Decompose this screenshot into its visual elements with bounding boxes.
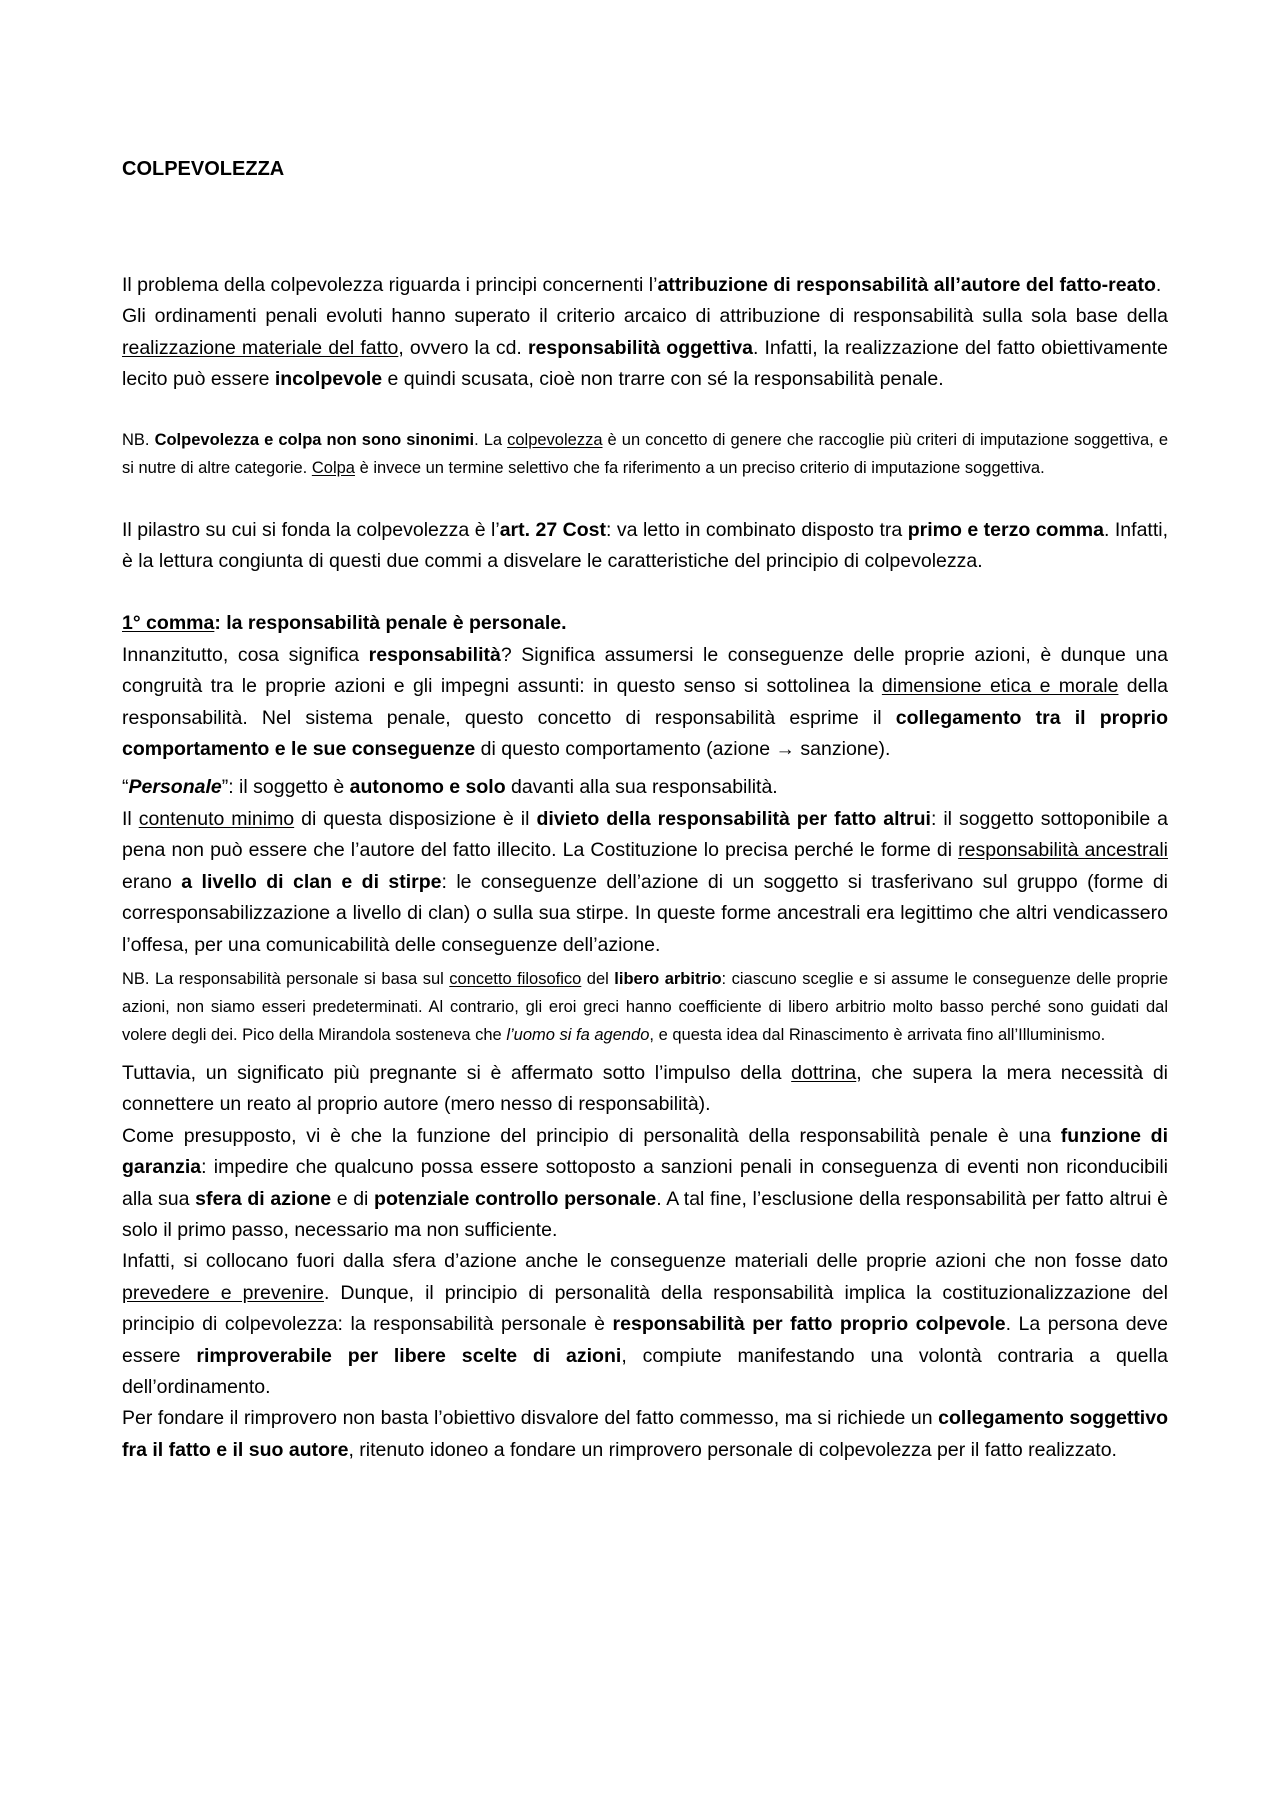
paragraph-collegamento-soggettivo — [122, 1403, 1168, 1466]
text-run: NB. — [122, 430, 155, 449]
document-body — [122, 155, 1168, 1466]
emphasis-text: sfera di azione — [195, 1187, 332, 1210]
text-run: Per fondare il rimprovero non basta l’obiettivo disvalore del fatto commesso, ma si richiede un — [122, 1407, 939, 1430]
text-run: , che supera la mera necessità di connettere un reato al proprio autore (mero nesso di responsabilità). — [122, 1061, 1168, 1116]
paragraph-art27 — [122, 515, 1168, 578]
text-run: di questa disposizione è il — [294, 807, 537, 830]
text-run: : ciascuno sceglie e si assume le conseguenze delle proprie azioni, non siamo esseri predeterminati. Al contrario, gli eroi greci hanno coefficiente di libero arbitrio molto basso perché sono guidati dal volere degli dei. Pico della Mirandola sosteneva che — [122, 969, 1168, 1044]
text-run: è invece un termine selettivo che fa riferimento a un preciso criterio di imputazione soggettiva. — [354, 458, 1045, 477]
emphasis-text: realizzazione materiale del fatto — [122, 336, 399, 359]
text-run: : va letto in combinato disposto tra — [606, 518, 908, 541]
section-heading-primo-comma — [122, 608, 1168, 639]
text-run: di questo comportamento (azione → sanzione). — [475, 738, 891, 761]
paragraph-responsabilita-oggettiva — [122, 301, 1168, 395]
emphasis-text: responsabilità per fatto proprio colpevole — [612, 1313, 1006, 1336]
emphasis-text: funzione di garanzia — [122, 1124, 1168, 1179]
note-libero-arbitrio — [122, 965, 1168, 1049]
emphasis-text: attribuzione di responsabilità all’autore del fatto-reato — [657, 274, 1156, 296]
text-run: : il soggetto sottoponibile a pena non può essere che l’autore del fatto illecito. La Costituzione lo precisa perché le forme di — [122, 807, 1168, 862]
text-run: ? Significa assumersi le conseguenze delle proprie azioni, è dunque una congruità tra le proprie azioni e gli impegni assunti: in questo senso si sottolinea la — [122, 643, 1168, 698]
text-run: “ — [122, 776, 129, 799]
paragraph-dottrina — [122, 1058, 1168, 1121]
text-run: Il — [122, 807, 139, 830]
text-run: . La persona deve essere — [122, 1313, 1168, 1367]
emphasis-text: rimproverabile per libere scelte di azioni — [196, 1344, 622, 1367]
text-run: . Infatti, la realizzazione del fatto obiettivamente lecito può essere — [122, 336, 1168, 391]
text-run: . Dunque, il principio di personalità della responsabilità implica la costituzionalizzazione del principio di colpevolezza: la responsabilità personale è — [122, 1281, 1168, 1336]
emphasis-text: divieto della responsabilità per fatto altrui — [536, 807, 931, 830]
paragraph-responsabilita — [122, 640, 1168, 766]
emphasis-text: Colpevolezza e colpa non sono sinonimi — [154, 430, 475, 449]
text-run: Tuttavia, un significato più pregnante si è affermato sotto l’impulso della — [122, 1061, 792, 1084]
text-run: NB. La responsabilità personale si basa sul — [122, 969, 450, 988]
text-run: . Infatti, è la lettura congiunta di questi due commi a disvelare le caratteristiche del principio di colpevolezza. — [122, 518, 1168, 573]
paragraph-fatto-proprio-colpevole — [122, 1246, 1168, 1403]
text-run: ”: il soggetto è — [221, 776, 350, 799]
text-run: , ritenuto idoneo a fondare un rimprovero personale di colpevolezza per il fatto realizzato. — [348, 1438, 1117, 1461]
text-run: Come presupposto, vi è che la funzione del principio di personalità della responsabilità penale è una — [122, 1124, 1061, 1147]
text-run: e di — [331, 1187, 375, 1210]
paragraph-funzione-garanzia — [122, 1121, 1168, 1247]
text-run: del — [581, 969, 615, 988]
emphasis-text: responsabilità — [368, 643, 501, 666]
text-run: : le conseguenze dell’azione di un soggetto si trasferivano sul gruppo (forme di corresponsabilizzazione a livello di clan) o sulla sua stirpe. In queste forme ancestrali era legittimo che altri vendicassero l’offesa, per una comunicabilità delle conseguenze dell’azione. — [122, 870, 1169, 956]
emphasis-text: responsabilità ancestrali — [958, 839, 1168, 862]
text-run: . A tal fine, l’esclusione della responsabilità per fatto altrui è solo il primo passo, necessario ma non sufficiente. — [122, 1187, 1169, 1241]
text-run: : impedire che qualcuno possa essere sottoposto a sanzioni penali in conseguenza di eventi non riconducibili alla sua — [122, 1156, 1168, 1210]
text-run: Il pilastro su cui si fonda la colpevolezza è l’ — [122, 518, 500, 541]
emphasis-text: potenziale controllo personale — [374, 1187, 657, 1210]
text-run: , compiute manifestando una volontà contraria a quella dell’ordinamento. — [122, 1344, 1168, 1398]
emphasis-text: art. 27 Cost — [499, 518, 606, 541]
document-title: COLPEVOLEZZA — [122, 158, 285, 180]
emphasis-text: colpevolezza — [507, 430, 603, 449]
emphasis-text: a livello di clan e di stirpe — [181, 870, 442, 893]
text-run: Il problema della colpevolezza riguarda i principi concernenti l’ — [122, 274, 658, 296]
emphasis-text: dimensione etica e morale — [881, 675, 1119, 698]
emphasis-text: responsabilità oggettiva — [527, 336, 753, 359]
emphasis-text: Personale — [128, 776, 222, 799]
text-run: Gli ordinamenti penali evoluti hanno superato il criterio arcaico di attribuzione di responsabilità sulla sola base della — [122, 305, 1168, 328]
paragraph-fatto-altrui — [122, 804, 1168, 961]
text-run: erano — [122, 870, 182, 893]
text-run: Infatti, si collocano fuori dalla sfera d’azione anche le conseguenze materiali delle proprie azioni che non fosse dato — [122, 1250, 1168, 1273]
emphasis-text: l’uomo si fa agendo — [506, 1025, 650, 1044]
emphasis-text: primo e terzo comma — [907, 518, 1104, 541]
emphasis-text: dottrina — [791, 1061, 857, 1084]
text-run: Innanzitutto, cosa significa — [122, 643, 369, 666]
emphasis-text: incolpevole — [274, 368, 383, 391]
text-run: . La — [474, 430, 508, 449]
emphasis-text: libero arbitrio — [614, 969, 722, 988]
paragraph-personale — [122, 772, 1168, 803]
text-run: , e questa idea dal Rinascimento è arrivata fino all’Illuminismo. — [649, 1025, 1106, 1044]
text-run: della responsabilità. Nel sistema penale, questo concetto di responsabilità esprime il — [122, 675, 1169, 729]
text-run: , ovvero la cd. — [398, 336, 528, 359]
text-run: e quindi scusata, cioè non trarre con sé la responsabilità penale. — [382, 368, 944, 391]
emphasis-text: collegamento soggettivo fra il fatto e il suo autore — [122, 1407, 1168, 1461]
emphasis-text: contenuto minimo — [138, 807, 295, 830]
emphasis-text: 1° comma — [122, 612, 215, 635]
emphasis-text: Colpa — [311, 458, 355, 477]
text-run: davanti alla sua responsabilità. — [505, 776, 778, 799]
paragraph-intro — [122, 270, 1168, 301]
note-colpevolezza-colpa — [122, 426, 1168, 482]
emphasis-text: concetto filosofico — [449, 969, 582, 988]
emphasis-text: collegamento tra il proprio comportamento e le sue conseguenze — [122, 706, 1169, 761]
text-run: è un concetto di genere che raccoglie più criteri di imputazione soggettiva, e si nutre di altre categorie. — [122, 430, 1168, 477]
emphasis-text: prevedere e prevenire — [122, 1281, 324, 1304]
text-run: . — [1155, 274, 1162, 296]
emphasis-text: autonomo e solo — [349, 776, 506, 799]
emphasis-text: : la responsabilità penale è personale. — [214, 612, 567, 635]
